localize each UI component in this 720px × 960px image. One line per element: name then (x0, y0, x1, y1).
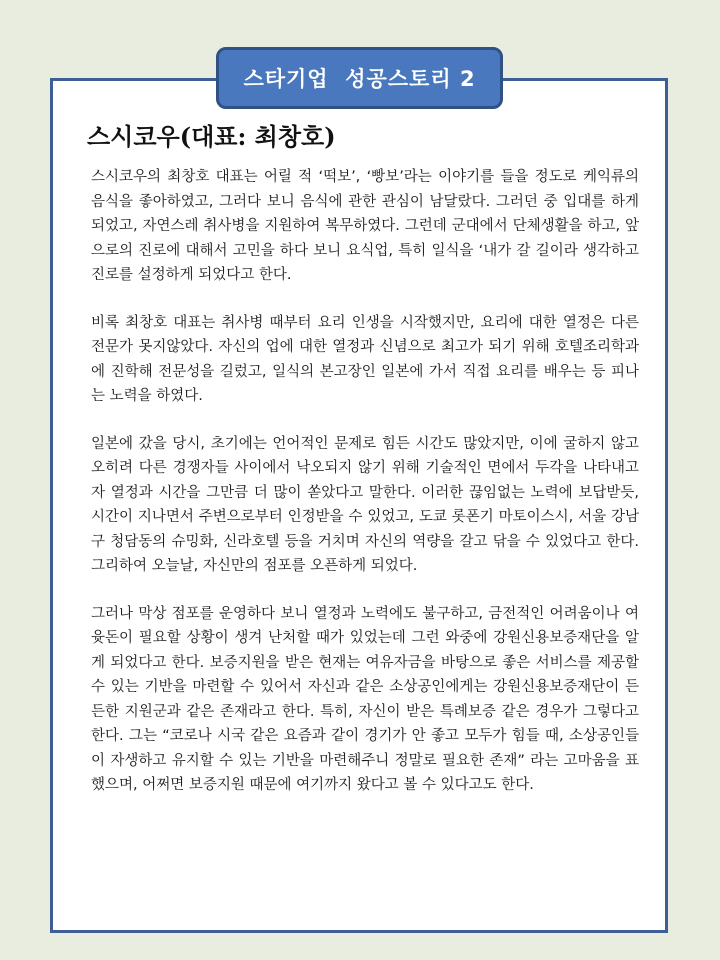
article-body (91, 165, 639, 798)
paragraph-1: 스시코우의 최창호 대표는 어릴 적 ‘떡보’, ‘빵보’라는 이야기를 들을 정도로 케익류의 음식을 좋아하였고, 그러다 보니 음식에 관한 관심이 남달랐다. 그러던 중 입대를 하게 되었고, 자연스레 취사병을 지원하여 복무하였다. 그런데 군대에서 단체생활을 하고, 앞으로의 진로에 대해서 고민을 하다 보니 요식업, 특히 일식을 ‘내가 갈 길이라 생각하고 진로를 설정하게 되었다고 한다. (91, 169, 639, 283)
article-heading: 스시코우(대표: 최창호) (87, 122, 336, 151)
paragraph-2: 비록 최창호 대표는 취사병 때부터 요리 인생을 시작했지만, 요리에 대한 열정은 다른 전문가 못지않았다. 자신의 업에 대한 열정과 신념으로 최고가 되기 위해 호텔조리학과에 진학해 전문성을 길렀고, 일식의 본고장인 일본에 가서 직접 요리를 배우는 등 피나는 노력을 하였다. (91, 314, 639, 404)
story-card (50, 78, 668, 933)
paragraph-4: 그러나 막상 점포를 운영하다 보니 열정과 노력에도 불구하고, 금전적인 어려움이나 여윳돈이 필요할 상황이 생겨 난처할 때가 있었는데 그런 와중에 강원신용보증재단을 알게 되었다고 한다. 보증지원을 받은 현재는 여유자금을 바탕으로 좋은 서비스를 제공할 수 있는 기반을 마련할 수 있어서 자신과 같은 소상공인에게는 강원신용보증재단이 든든한 지원군과 같은 존재라고 한다. 특히, 자신이 받은 특례보증 같은 경우가 그렇다고 한다. 그는 “코로나 시국 같은 요즘과 같이 경기가 안 좋고 모두가 힘들 때, 소상공인들이 자생하고 유지할 수 있는 기반을 마련해주니 정말로 필요한 존재” 라는 고마움을 표했으며, 어쩌면 보증지원 때문에 여기까지 왔다고 볼 수 있다고도 한다. (91, 605, 639, 793)
section-banner: 스타기업 성공스토리 2 (216, 47, 503, 109)
paragraph-3: 일본에 갔을 당시, 초기에는 언어적인 문제로 힘든 시간도 많았지만, 이에 굴하지 않고 오히려 다른 경쟁자들 사이에서 낙오되지 않기 위해 기술적인 면에서 두각을 나타내고자 열정과 시간을 그만큼 더 많이 쏟았다고 말한다. 이러한 끊임없는 노력에 보답받듯, 시간이 지나면서 주변으로부터 인정받을 수 있었고, 도쿄 롯폰기 마토이스시, 서울 강남구 청담동의 슈밍화, 신라호텔 등을 거치며 자신의 역량을 갈고 닦을 수 있었다고 한다. 그리하여 오늘날, 자신만의 점포를 오픈하게 되었다. (91, 435, 639, 574)
